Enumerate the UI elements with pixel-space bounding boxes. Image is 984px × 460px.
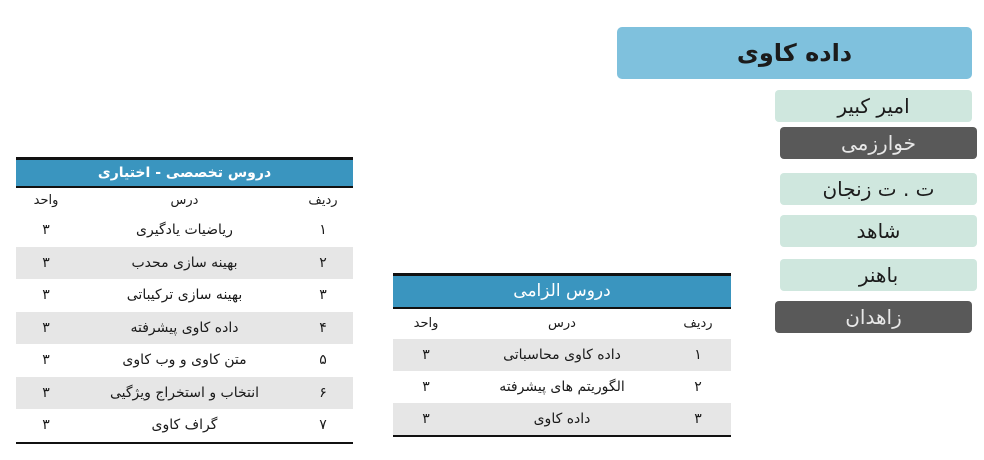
cell-course: داده کاوی محاسباتی — [503, 347, 621, 363]
cell-units: ۳ — [422, 379, 430, 395]
elective-courses-table — [16, 157, 353, 444]
table-row — [16, 279, 353, 312]
required-courses-table — [393, 273, 731, 437]
university-shahed[interactable]: شاهد — [780, 215, 977, 247]
cell-units: ۳ — [422, 411, 430, 427]
university-zahedan[interactable]: زاهدان — [775, 301, 972, 333]
table-row — [393, 339, 731, 371]
cell-row: ۱ — [319, 222, 327, 238]
university-zanjan[interactable]: ت . ت زنجان — [780, 173, 977, 205]
cell-course: بهینه سازی ترکیباتی — [126, 287, 243, 303]
cell-row: ۴ — [319, 319, 327, 336]
table-row — [16, 312, 353, 345]
cell-row: ۵ — [319, 352, 327, 368]
cell-course: ریاضیات یادگیری — [136, 222, 233, 238]
cell-row: ۳ — [319, 287, 327, 303]
column-header-units: واحد — [413, 316, 439, 331]
cell-course: انتخاب و استخراج ویژگیی — [109, 384, 260, 401]
column-header-course: درس — [170, 193, 199, 208]
cell-row: ۳ — [694, 411, 702, 427]
table-title: دروس الزامی — [393, 273, 731, 307]
column-header-row: ردیف — [683, 316, 713, 331]
table-row — [16, 344, 353, 377]
cell-units: ۳ — [422, 347, 430, 363]
cell-course: بهینه سازی محدب — [131, 254, 238, 271]
table-title: دروس تخصصی - اختیاری — [16, 157, 353, 186]
column-header-units: واحد — [33, 193, 59, 208]
cell-row: ۶ — [319, 384, 327, 401]
table-row — [393, 371, 731, 403]
cell-units: ۳ — [42, 254, 50, 271]
cell-units: ۳ — [42, 384, 50, 401]
table-row — [16, 377, 353, 410]
cell-units: ۳ — [42, 417, 50, 433]
cell-units: ۳ — [42, 352, 50, 368]
cell-units: ۳ — [42, 222, 50, 238]
page-title: داده کاوی — [617, 27, 972, 79]
university-bahonar[interactable]: باهنر — [780, 259, 977, 291]
cell-course: الگوریتم های پیشرفته — [499, 379, 625, 395]
cell-row: ۱ — [694, 347, 702, 363]
university-kharazmi[interactable]: خوارزمی — [780, 127, 977, 159]
university-amirkabir[interactable]: امیر کبیر — [775, 90, 972, 122]
cell-row: ۲ — [694, 379, 702, 395]
table-header-row — [16, 186, 353, 214]
cell-course: گراف کاوی — [151, 417, 218, 433]
table-row — [393, 403, 731, 437]
column-header-row: ردیف — [308, 193, 338, 208]
table-header-row — [393, 307, 731, 339]
cell-course: متن کاوی و وب کاوی — [122, 352, 247, 368]
cell-units: ۳ — [42, 319, 50, 336]
cell-units: ۳ — [42, 287, 50, 303]
column-header-course: درس — [548, 316, 576, 331]
table-row — [16, 214, 353, 247]
cell-row: ۲ — [319, 254, 327, 271]
cell-row: ۷ — [319, 417, 327, 433]
cell-course: داده کاوی پیشرفته — [130, 319, 239, 336]
table-row — [16, 409, 353, 444]
cell-course: داده کاوی — [533, 411, 591, 427]
table-row — [16, 247, 353, 280]
